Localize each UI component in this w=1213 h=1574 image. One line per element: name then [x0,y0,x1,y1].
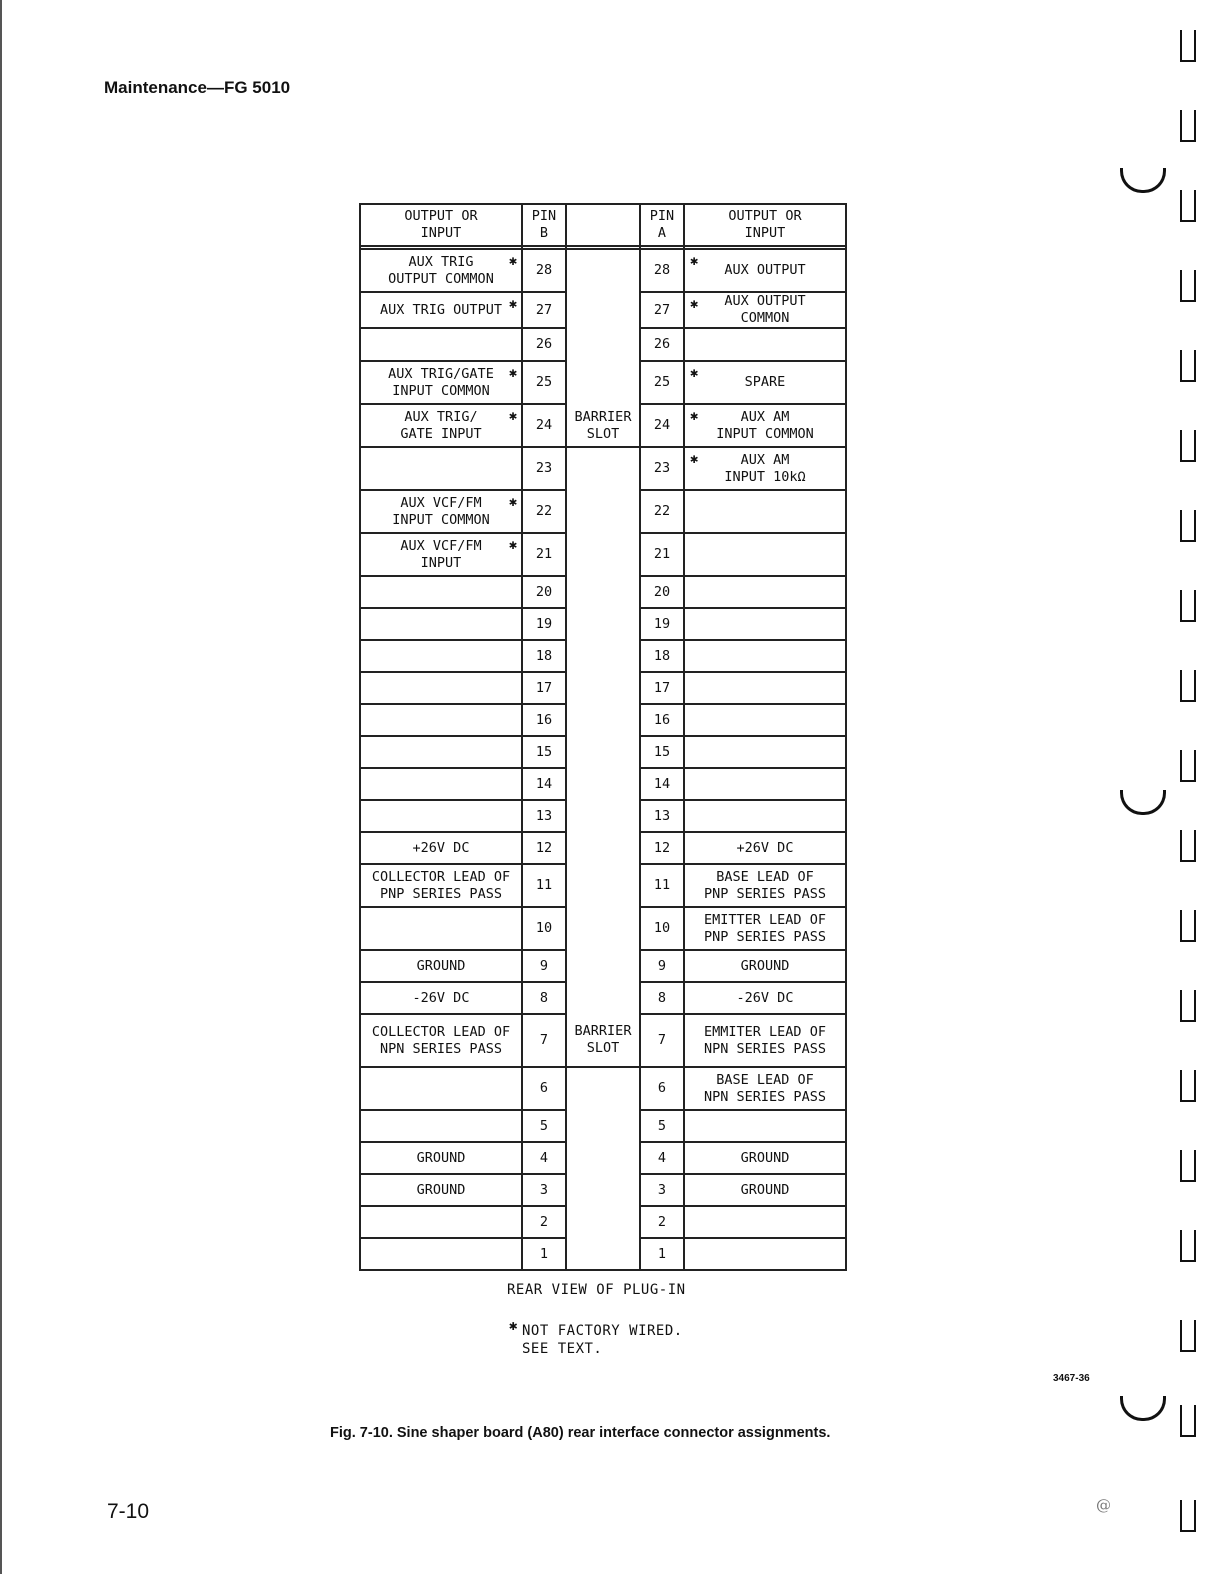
pin-b-signal [360,704,522,736]
pin-b-number: 12 [522,832,566,864]
figure-id: 3467-36 [1053,1373,1090,1384]
pin-b-signal [360,249,522,292]
binder-ring-icon [1120,790,1166,815]
pin-a-number: 1 [640,1238,684,1270]
pin-b-number: 26 [522,328,566,361]
pin-b-number: 25 [522,361,566,404]
pin-a-number: 3 [640,1174,684,1206]
pin-b-number: 21 [522,533,566,576]
table-row [360,1014,846,1067]
pin-a-number: 14 [640,768,684,800]
pin-a-signal-label: -26V DC [736,989,794,1006]
pin-b-number: 23 [522,447,566,490]
binder-hole-icon [1180,670,1196,702]
pin-a-number: 19 [640,608,684,640]
pin-b-signal [360,1174,522,1206]
barrier-column [566,1014,640,1067]
binder-hole-icon [1180,510,1196,542]
pin-a-number: 4 [640,1142,684,1174]
pin-a-number: 25 [640,361,684,404]
pin-a-signal-label: GROUND [740,957,790,974]
pin-b-signal [360,1110,522,1142]
page-number: 7-10 [107,1500,150,1523]
binder-hole-icon [1180,350,1196,382]
pin-b-signal [360,1206,522,1238]
pin-a-signal [684,447,846,490]
pin-b-signal [360,328,522,361]
binder-hole-icon [1180,830,1196,862]
pin-b-signal-label: GROUND [416,1181,466,1198]
footnote-line-1: NOT FACTORY WIRED. [522,1323,683,1339]
pin-a-signal [684,533,846,576]
pin-b-number: 27 [522,292,566,328]
pin-a-signal [684,1174,846,1206]
pin-b-number: 19 [522,608,566,640]
pin-a-signal-label: EMITTER LEAD OF PNP SERIES PASS [704,911,826,945]
pin-b-signal [360,1014,522,1067]
pin-a-signal [684,864,846,907]
pin-a-signal [684,704,846,736]
pin-b-signal [360,640,522,672]
pin-b-signal [360,447,522,490]
pin-a-signal [684,328,846,361]
pin-b-signal [360,832,522,864]
header-barrier [566,204,640,246]
pin-a-signal [684,1238,846,1270]
pin-a-number: 23 [640,447,684,490]
binder-ring-icon [1120,168,1166,193]
pin-b-number: 4 [522,1142,566,1174]
pin-a-number: 9 [640,950,684,982]
not-factory-wired-asterisk-icon: ✱ [690,365,699,381]
not-factory-wired-asterisk-icon: ✱ [690,296,699,312]
pin-a-signal [684,907,846,950]
pin-b-signal [360,950,522,982]
not-factory-wired-asterisk-icon: ✱ [508,537,517,553]
barrier-column [566,1067,640,1270]
pin-a-number: 20 [640,576,684,608]
pin-b-number: 14 [522,768,566,800]
binder-hole-icon [1180,190,1196,222]
pin-b-number: 11 [522,864,566,907]
pin-b-signal-label: +26V DC [412,839,470,856]
pin-b-signal [360,1142,522,1174]
pin-b-number: 20 [522,576,566,608]
binder-hole-icon [1180,110,1196,142]
corner-mark: @ [1096,1496,1111,1514]
binder-hole-icon [1180,1320,1196,1352]
pin-a-signal [684,982,846,1014]
pin-a-number: 27 [640,292,684,328]
pin-b-signal-label: AUX TRIG OUTPUT COMMON [388,253,494,287]
barrier-column [566,447,640,1014]
pin-b-number: 15 [522,736,566,768]
not-factory-wired-asterisk-icon: ✱ [508,408,517,424]
pin-b-number: 28 [522,249,566,292]
pin-a-number: 2 [640,1206,684,1238]
pin-a-signal [684,672,846,704]
table-row [360,249,846,292]
pin-a-number: 21 [640,533,684,576]
pin-b-number: 3 [522,1174,566,1206]
figure-caption: Fig. 7-10. Sine shaper board (A80) rear interface connector assignments. [330,1425,831,1441]
pin-a-number: 22 [640,490,684,533]
pin-b-signal [360,576,522,608]
pin-b-number: 2 [522,1206,566,1238]
pin-a-number: 11 [640,864,684,907]
pin-a-number: 24 [640,404,684,447]
pin-b-signal [360,1238,522,1270]
pin-a-signal-label: GROUND [740,1149,790,1166]
pin-b-signal [360,864,522,907]
pin-a-signal-label: +26V DC [736,839,794,856]
pin-a-number: 12 [640,832,684,864]
pin-b-signal-label: AUX TRIG OUTPUT [380,301,502,318]
not-factory-wired-asterisk-icon: ✱ [690,253,699,269]
pin-b-number: 1 [522,1238,566,1270]
pin-a-signal [684,1067,846,1110]
pin-a-number: 5 [640,1110,684,1142]
pin-b-number: 6 [522,1067,566,1110]
binder-hole-icon [1180,430,1196,462]
pin-b-signal-label: COLLECTOR LEAD OF PNP SERIES PASS [371,868,511,902]
binder-hole-icon [1180,1150,1196,1182]
pin-b-signal [360,533,522,576]
pin-b-signal-label: GROUND [416,957,466,974]
pin-a-signal [684,736,846,768]
pin-b-signal [360,292,522,328]
pin-a-signal-label: EMMITER LEAD OF NPN SERIES PASS [704,1023,826,1057]
not-factory-wired-asterisk-icon: ✱ [508,253,517,269]
pin-a-signal-label: GROUND [740,1181,790,1198]
pin-b-signal [360,490,522,533]
binder-hole-icon [1180,590,1196,622]
pin-b-number: 16 [522,704,566,736]
pin-b-signal [360,736,522,768]
table-header-row [360,204,846,246]
barrier-column [566,249,640,447]
header-output-input-b: OUTPUT OR INPUT [360,204,522,246]
pin-a-signal [684,361,846,404]
not-factory-wired-asterisk-icon: ✱ [508,365,517,381]
pin-b-number: 17 [522,672,566,704]
pin-a-number: 16 [640,704,684,736]
pin-b-signal-label: -26V DC [412,989,470,1006]
pin-b-signal [360,672,522,704]
pin-a-number: 26 [640,328,684,361]
pin-a-signal [684,950,846,982]
pin-b-number: 24 [522,404,566,447]
connector-table-wrap [359,203,847,1271]
pin-a-signal [684,576,846,608]
not-factory-wired-asterisk-icon: ✱ [690,408,699,424]
pin-a-signal [684,404,846,447]
page-edge [0,0,2,1574]
binder-hole-icon [1180,270,1196,302]
table-row [360,447,846,490]
pin-a-signal-label: AUX AM INPUT 10kΩ [724,451,806,485]
header-pin-b: PIN B [522,204,566,246]
pin-a-number: 6 [640,1067,684,1110]
pin-a-signal [684,490,846,533]
pin-a-number: 15 [640,736,684,768]
binder-hole-icon [1180,30,1196,62]
binder-hole-icon [1180,1230,1196,1262]
pin-b-signal-label: AUX TRIG/GATE INPUT COMMON [388,365,494,399]
pin-b-signal-label: GROUND [416,1149,466,1166]
pin-b-signal-label: AUX VCF/FM INPUT [400,537,482,571]
table-row [360,1067,846,1110]
binder-ring-icon [1120,1396,1166,1421]
pin-b-signal [360,982,522,1014]
header-output-input-a: OUTPUT OR INPUT [684,204,846,246]
pin-b-number: 7 [522,1014,566,1067]
binder-hole-icon [1180,1500,1196,1532]
pin-a-signal [684,832,846,864]
pin-b-number: 5 [522,1110,566,1142]
rear-view-label: REAR VIEW OF PLUG-IN [507,1282,686,1298]
pin-a-number: 17 [640,672,684,704]
pin-a-signal [684,640,846,672]
pin-a-signal [684,1014,846,1067]
pin-b-signal-label: AUX VCF/FM INPUT COMMON [392,494,490,528]
binder-hole-icon [1180,750,1196,782]
pin-b-number: 22 [522,490,566,533]
pin-b-number: 10 [522,907,566,950]
barrier-slot-label: BARRIER SLOT [574,1023,632,1056]
pin-b-signal [360,361,522,404]
pin-a-number: 10 [640,907,684,950]
pin-b-number: 8 [522,982,566,1014]
binder-hole-icon [1180,910,1196,942]
pin-a-number: 28 [640,249,684,292]
pin-b-signal [360,907,522,950]
pin-a-signal-label: BASE LEAD OF NPN SERIES PASS [704,1071,826,1105]
pin-b-number: 18 [522,640,566,672]
pin-a-signal-label: BASE LEAD OF PNP SERIES PASS [704,868,826,902]
pin-a-signal [684,1110,846,1142]
pin-a-number: 13 [640,800,684,832]
pin-a-signal-label: AUX AM INPUT COMMON [716,408,814,442]
pin-b-signal [360,608,522,640]
pin-a-signal [684,1206,846,1238]
not-factory-wired-asterisk-icon: ✱ [508,494,517,510]
pin-a-signal [684,1142,846,1174]
pin-a-signal [684,800,846,832]
footnote-star: ✱ [509,1318,518,1334]
footnote-line-2: SEE TEXT. [522,1341,603,1357]
barrier-slot-label: BARRIER SLOT [574,409,632,442]
pin-a-number: 18 [640,640,684,672]
pin-b-signal [360,1067,522,1110]
pin-b-signal [360,800,522,832]
pin-b-signal [360,404,522,447]
pin-a-signal [684,768,846,800]
binder-hole-icon [1180,1405,1196,1437]
pin-a-signal-label: SPARE [744,374,786,390]
pin-b-number: 13 [522,800,566,832]
binder-hole-icon [1180,990,1196,1022]
pin-a-number: 7 [640,1014,684,1067]
pin-b-signal [360,768,522,800]
pin-a-signal-label: AUX OUTPUT COMMON [724,293,806,326]
pin-b-signal-label: COLLECTOR LEAD OF NPN SERIES PASS [371,1023,511,1057]
pin-a-signal [684,292,846,328]
not-factory-wired-asterisk-icon: ✱ [690,451,699,467]
connector-assignment-table [359,203,847,1271]
pin-b-number: 9 [522,950,566,982]
pin-a-signal [684,249,846,292]
header-pin-a: PIN A [640,204,684,246]
page-header: Maintenance—FG 5010 [104,78,291,97]
pin-a-signal [684,608,846,640]
pin-b-signal-label: AUX TRIG/ GATE INPUT [400,408,482,442]
pin-a-signal-label: AUX OUTPUT [724,262,806,278]
pin-a-number: 8 [640,982,684,1014]
not-factory-wired-asterisk-icon: ✱ [508,296,517,312]
binder-hole-icon [1180,1070,1196,1102]
